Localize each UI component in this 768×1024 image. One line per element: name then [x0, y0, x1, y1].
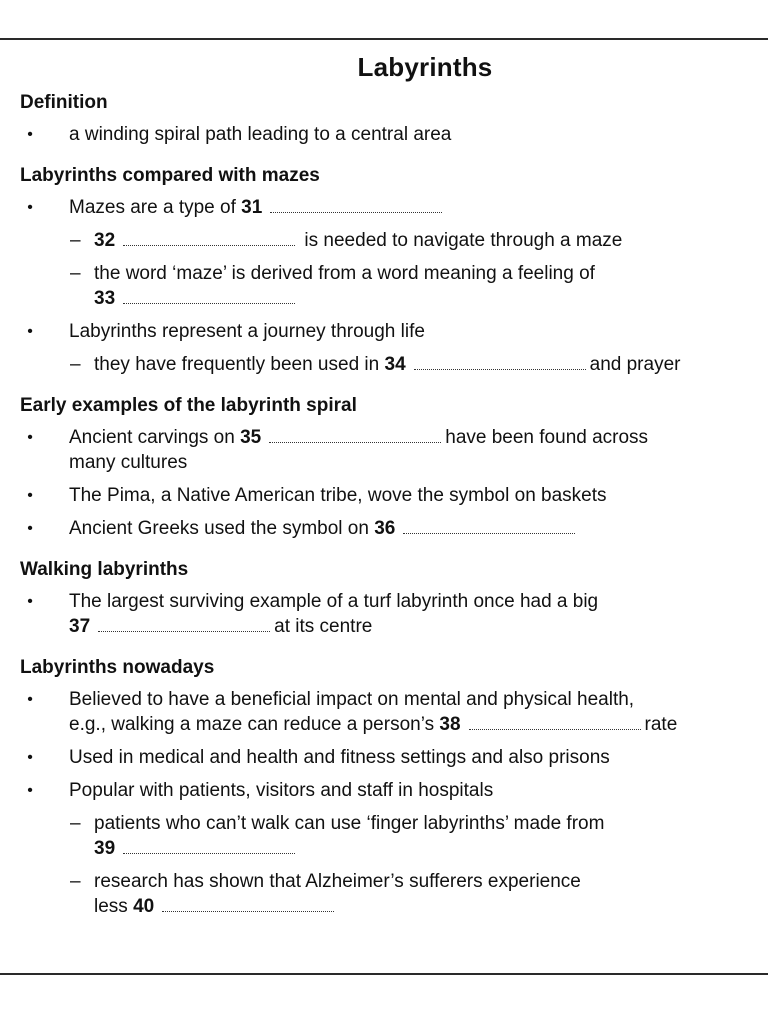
page-title: Labyrinths — [357, 52, 493, 82]
section-mazes — [20, 161, 765, 377]
sub-item — [20, 352, 765, 377]
item-text: the word ‘maze’ is derived from a word meaning a feeling of — [94, 263, 595, 284]
question-number: 37 — [69, 616, 91, 637]
item-text: rate — [644, 714, 678, 735]
question-number: 39 — [94, 838, 116, 859]
bottom-rule — [0, 973, 768, 975]
list-item — [20, 687, 765, 737]
sub-item — [20, 869, 765, 919]
answer-blank-35[interactable] — [269, 432, 441, 443]
bullet-icon: • — [27, 691, 33, 708]
item-text: Ancient carvings on — [69, 427, 235, 448]
section-definition — [20, 88, 765, 147]
dash-icon: – — [70, 230, 81, 251]
bullet-icon: • — [27, 323, 33, 340]
dash-icon: – — [70, 813, 81, 834]
item-text: e.g., walking a maze can reduce a person’s — [69, 714, 435, 735]
list-item — [20, 516, 765, 541]
item-text: is needed to navigate through a maze — [304, 230, 623, 251]
item-text: Mazes are a type of — [69, 197, 236, 218]
answer-blank-37[interactable] — [98, 621, 270, 632]
question-number: 32 — [94, 230, 116, 251]
section-heading: Labyrinths compared with mazes — [20, 165, 320, 186]
list-item — [20, 483, 765, 508]
top-rule — [0, 38, 768, 40]
answer-blank-36[interactable] — [403, 523, 575, 534]
list-item — [20, 319, 765, 344]
item-text: less — [94, 896, 128, 917]
section-early-examples — [20, 391, 765, 541]
section-walking — [20, 555, 765, 639]
bullet-icon: • — [27, 487, 33, 504]
question-number: 38 — [439, 714, 461, 735]
bullet-icon: • — [27, 520, 33, 537]
item-text: at its centre — [274, 616, 373, 637]
list-item — [20, 195, 765, 220]
answer-blank-32[interactable] — [123, 235, 295, 246]
dash-icon: – — [70, 354, 81, 375]
item-text: a winding spiral path leading to a central area — [69, 124, 452, 145]
question-number: 33 — [94, 288, 116, 309]
bullet-icon: • — [27, 749, 33, 766]
section-heading: Definition — [20, 92, 108, 113]
list-item — [20, 122, 765, 147]
item-text: they have frequently been used in — [94, 354, 380, 375]
answer-blank-40[interactable] — [162, 901, 334, 912]
sub-item — [20, 261, 765, 311]
item-text: patients who can’t walk can use ‘finger labyrinths’ made from — [94, 813, 605, 834]
item-text: Ancient Greeks used the symbol on — [69, 518, 369, 539]
question-number: 36 — [374, 518, 396, 539]
question-number: 35 — [240, 427, 262, 448]
list-item — [20, 425, 765, 475]
item-text: The largest surviving example of a turf labyrinth once had a big — [69, 591, 599, 612]
item-text: Believed to have a beneficial impact on mental and physical health, — [69, 689, 635, 710]
sub-item — [20, 228, 765, 253]
bullet-icon: • — [27, 126, 33, 143]
answer-blank-39[interactable] — [123, 843, 295, 854]
list-item — [20, 778, 765, 803]
item-text: research has shown that Alzheimer’s sufferers experience — [94, 871, 581, 892]
item-text: have been found across — [445, 427, 649, 448]
section-nowadays — [20, 653, 765, 919]
answer-blank-34[interactable] — [414, 359, 586, 370]
sub-item — [20, 811, 765, 861]
bullet-icon: • — [27, 593, 33, 610]
list-item — [20, 589, 765, 639]
list-item — [20, 745, 765, 770]
item-text: and prayer — [589, 354, 681, 375]
bullet-icon: • — [27, 199, 33, 216]
item-text: Used in medical and health and fitness settings and also prisons — [69, 747, 610, 768]
question-number: 40 — [133, 896, 155, 917]
item-text: Labyrinths represent a journey through life — [69, 321, 425, 342]
answer-blank-33[interactable] — [123, 293, 295, 304]
dash-icon: – — [70, 871, 81, 892]
question-number: 31 — [241, 197, 263, 218]
bullet-icon: • — [27, 782, 33, 799]
answer-blank-31[interactable] — [270, 202, 442, 213]
notes-content — [20, 88, 765, 933]
question-number: 34 — [384, 354, 406, 375]
answer-blank-38[interactable] — [469, 719, 641, 730]
section-heading: Early examples of the labyrinth spiral — [20, 395, 357, 416]
item-text: many cultures — [69, 452, 188, 473]
section-heading: Labyrinths nowadays — [20, 657, 215, 678]
dash-icon: – — [70, 263, 81, 284]
section-heading: Walking labyrinths — [20, 559, 189, 580]
item-text: Popular with patients, visitors and staff in hospitals — [69, 780, 494, 801]
item-text: The Pima, a Native American tribe, wove the symbol on baskets — [69, 485, 607, 506]
bullet-icon: • — [27, 429, 33, 446]
